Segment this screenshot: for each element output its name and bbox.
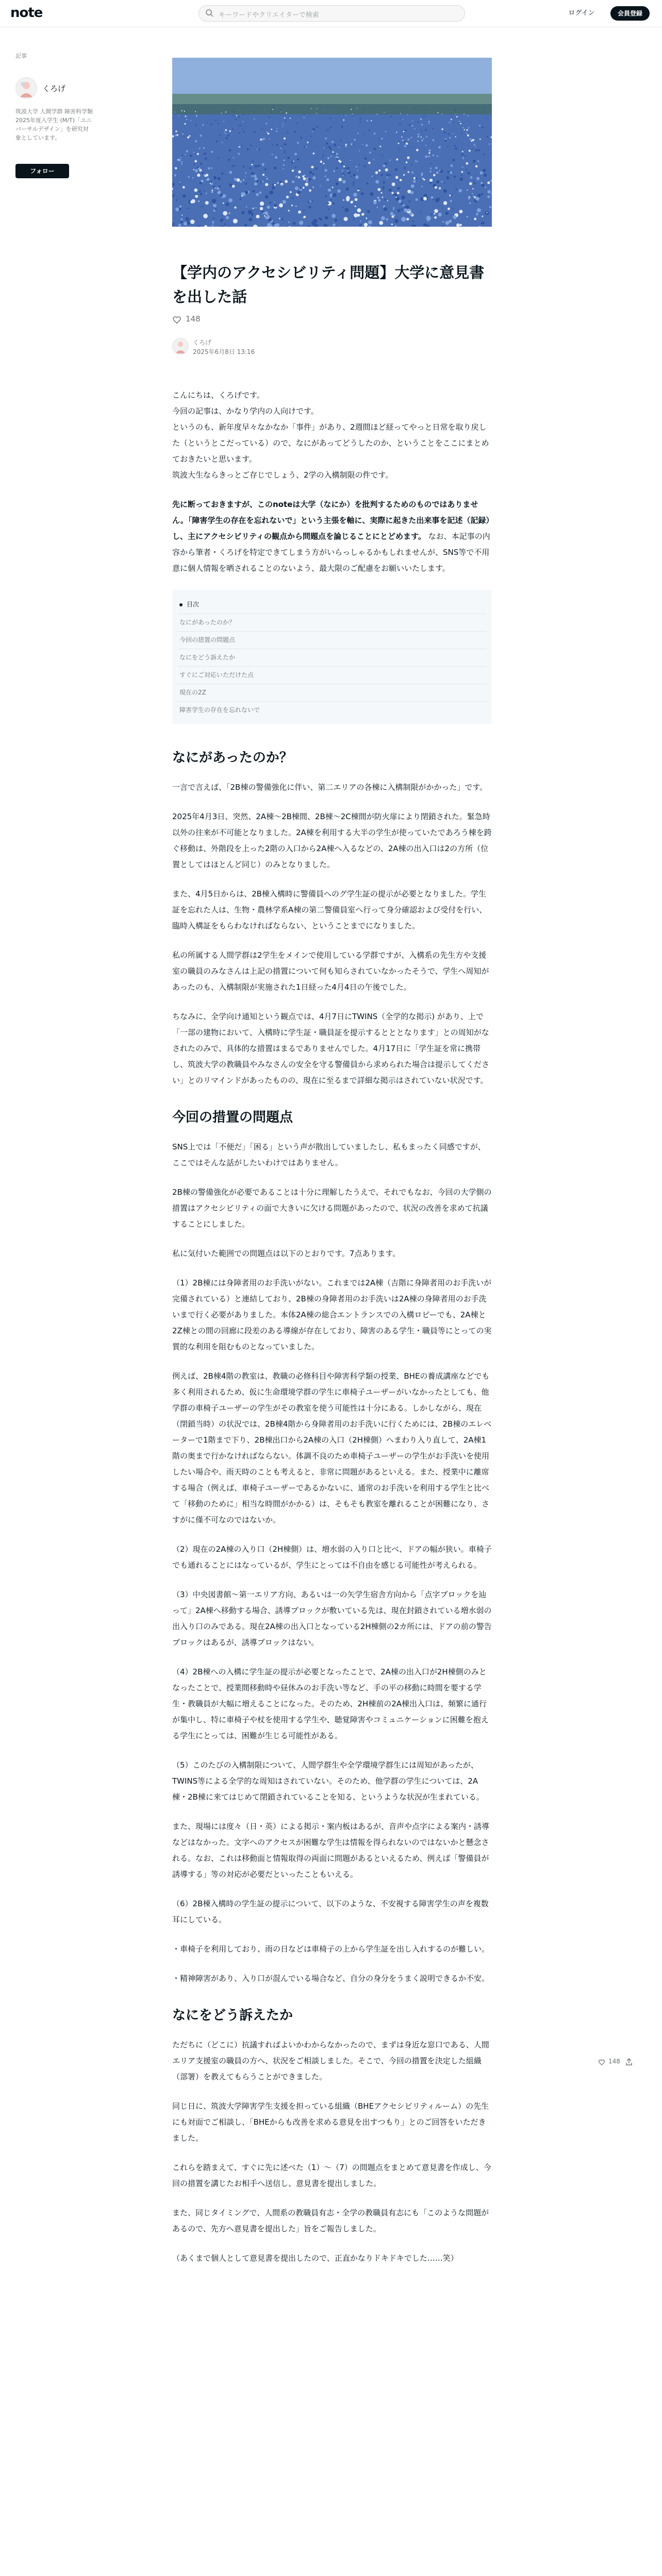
search-placeholder: キーワードやクリエイターで検索 [219,11,319,19]
toc-heading[interactable]: 目次 [177,599,487,614]
paragraph: これらを踏まえて、すぐに先に述べた（1）〜（7）の問題点をまとめて意見書を作成し、今回の措置を講じたお相手へ送信し、意見書を提出しました。 [172,2163,491,2188]
paragraph: （4）2B棟への入構に学生証の提示が必要となったことで、2A棟の出入口が2H棟側のみとなったことで、授業間移動時や昼休みのお手洗い等など、手の平の移動に時間を要する学生・教職員が大幅に増えることになった。そのため、2H棟前の2A棟出入口は、頻繁に通行が集中し、特に車椅子や杖を使用する学生や、聴覚障害やコミュニケーションに困難を抱える学生にとっては、困難が生じる可能性がある。 [172,1667,489,1740]
table-of-contents [172,590,492,724]
avatar-illustration-icon [16,78,37,98]
intro-block [172,387,492,483]
login-button[interactable]: ログイン [568,9,595,17]
toc-item[interactable]: 障害学生の存在を忘れないで [177,701,487,719]
paragraph: ・車椅子を利用しており、雨の日などは車椅子の上から学生証を出し入れするのが難しい。 [172,1944,490,1954]
article-body [172,387,492,2280]
signup-button[interactable]: 会員登録 [610,6,650,21]
paragraph: ・精神障害があり、入り口が混んでいる場合など、自分の身分をうまく説明できるか不安。 [172,1974,490,1983]
paragraph: （5）このたびの入構制限について、人間学群生や全学環境学群生には周知があったが、TWINS等による全学的な周知はされていない。そのため、他学群の学生については、2A棟・2B棟に来てはじめて閉鎖されていることを知る、というような状況が生まれている。 [172,1760,484,1802]
search-box[interactable] [198,5,465,22]
follow-button[interactable]: フォロー [15,164,69,178]
paragraph: また、同じタイミングで、人間系の教職員有志・全学の教職員有志にも「このような問題があるので、先方へ意見書を提出した」旨をご報告しました。 [172,2208,489,2233]
meta-date: 2025年6月8日 13:16 [193,348,255,355]
article-title: 【学内のアクセシビリティ問題】大学に意見書を出した話 [172,264,485,306]
author-row[interactable] [15,77,93,98]
creator-sidebar [15,52,93,175]
paragraph: ちなみに、全学向け通知という観点では、4月7日にTWINS（全学的な掲示) があり、上で「一部の建物において、入構時に学生証・職員証を提示するとととなります」との周知がなされたのみで、具体的な措置はまるでありませんでした。4月17日に「学生証を常に携帯し、筑波大学の教職員やみなさんの安全を守る警備員から求められた場合は提示してください」とのリマインドがあったものの、現在に至るまで詳細な掲示はされていない状況です。 [172,1012,490,1085]
section-heading: なにがあったのか？ [172,750,293,766]
toc-bullet-icon [179,603,183,606]
note-logo[interactable]: note [10,5,43,21]
avatar[interactable] [15,77,37,99]
paragraph: 私の所属する人間学群は2学生をメインで使用している学群ですが、入構系の先生方や支援室の職員のみなさんは上記の措置について何も知らされていなかったそうで、学生へ周知があったのも、入構制限が実施された1日経った4月4日の午後でした。 [172,951,489,992]
author-avatar-small[interactable] [172,338,189,354]
heart-icon[interactable] [598,2059,605,2066]
paragraph: 2025年4月3日、突然、2A棟〜2B棟間、2B棟〜2C棟間が防火扉により閉鎖された。緊急時以外の往来が不可能となりました。2A棟を利用する大半の学生が使っていたであろう棟を跨ぐ移動は、外階段を上った2階の入口から2A棟へ入るなどの、2A棟の出入口は2の方所（位置としてはほとんど同じ）のみとなりました。 [172,812,492,869]
meta-author[interactable]: くろげ [193,339,212,346]
intro-line: 今回の記事は、かなり学内の人向けです。 [172,406,319,416]
paragraph: SNS上では「不便だ」「困る」という声が散出していましたし、私もまったく同感ですが、ここではそんな話がしたいわけではありません。 [172,1142,486,1167]
paragraph: 例えば、2B棟4階の教室は、教職の必修科目や障害科学類の授業、BHEの養成講座などでも多く利用されるため、仮に生命環境学群の学生に車椅子ユーザーがいなかったとしても、他学群の車椅子ユーザーの学生がその教室を使う可能性は十分にある。しかしながら、現在（閉鎖当時）の状況では、2B棟4階から身障者用のお手洗いに行くためには、2B棟のエレベーターで1階まで下り、2B棟出口から2A棟の入口（2H棟側）へまわり入り直して、2A棟1階の奥まで行かなければならない。体調不良のため車椅子ユーザーの学生がお手洗いを使用したい場合や、雨天時のことも考えると、非常に問題があるといえる。また、授業中に離席する場合（例えば、車椅子ユーザーであるかないに、通常のお手洗いを利用する学生と比べて「移動のために」相当な時間がかかる）は、そもそも教室を離れることが困難になり、さすがに僅不可なのではないか。 [172,1371,492,1524]
toc-item[interactable]: 現在の2Z [177,684,487,701]
article-meta [172,336,492,357]
share-icon[interactable] [625,2058,633,2066]
toc-item[interactable]: すぐにご対応いただけた点 [177,666,487,684]
disclaimer-block [172,497,492,577]
paragraph: 私に気付いた範囲での問題点は以下のとおりです。7点あります。 [172,1249,401,1258]
floating-action-rail [598,2056,639,2071]
paragraph: ただちに（どこに）抗議すればよいかわからなかったので、まずは身近な窓口である、人間エリア支援室の職員の方へ、状況をご相談しました。そこで、今回の措置を決定した組織（部署）を教えてもらうことができました。 [172,2040,489,2081]
hero-image [172,58,492,227]
paragraph: 2B棟の警備強化が必要であることは十分に理解したうえで、それでもなお、今回の大学側の措置はアクセシビリティの面で大きいに欠ける問題があったので、状況の改善を求めて抗議することにしました。 [172,1188,492,1229]
section-heading: 今回の措置の問題点 [172,1110,293,1125]
nemophila-field-image-icon [172,58,492,227]
intro-line: というのも、新年度早々なかなか「事件」があり、2週間ほど経ってやっと日常を取り戻した（というとこだっている）ので、なにがあってどうしたのか、ということをここにまとめておきたいと思います。 [172,422,489,464]
intro-line: こんにちは、くろげです。 [172,391,264,400]
toc-item[interactable]: なにがあったのか？ [177,614,487,631]
toc-item[interactable]: なにをどう訴えたか [177,649,487,666]
paragraph: また、4月5日からは、2B棟入構時に警備員へのグ学生証の提示が必要となりました。学生証を忘れた人は、生物・農林学系A棟の第二警備員室へ行って身分確認および受付を行い、臨時入構証をもらわなければならない、ということまでになりました。 [172,889,487,930]
author-bio: 筑波大学 人間学群 障害科学類 2025年度入学生 (M/T)「ユニバーサルデザイン」を研究対象としています。 [15,108,93,141]
floating-like-count: 148 [608,2058,620,2065]
paragraph: また、現場には度々（日・英）による掲示・案内板はあるが、音声や点字による案内・誘導などはなかった。文字へのアクセスが困難な学生は情報を得られないのではないかと懸念される。なお、これは移動面と情報取得の両面に問題があるといえるため、例えば「警備員が誘導する」等の対応が必要だといったこともいえる。 [172,1822,490,1879]
paragraph: 同じ日に、筑波大学障害学生支援を担っている組織（BHEアクセシビリティルーム）の先生にも対面でご相談し、「BHEからも改善を求める意見を出すつもり」とのご回答をいただきました。 [172,2102,489,2143]
intro-line: 筑波大生ならきっとご存じでしょう、2学の入構制限の件です。 [172,470,393,480]
paragraph: （1）2B棟には身障者用のお手洗いがない。これまでは2A棟（吉階に身障者用のお手洗いが完備されている）と連結しており、2B棟の身障者用のお手洗いは2A棟の身障者用のお手洗いまで行く必要がありました。本体2A棟の総合エントランスでの入構ロビーでも、2A棟と2Z棟との間の回廊に段差のある導線が存在しており、障害のある学生・職員等にとっての実質的な利用を阻むものとなっていました。 [172,1278,492,1351]
paragraph: 一言で言えば、「2B棟の警備強化に伴い、第二エリアの各棟に入構制限がかかった」です。 [172,783,488,792]
search-icon [205,9,213,17]
paragraph: （2）現在の2A棟の入り口（2H棟側）は、増水弱の入り口と比べ、ドアの幅が狭い。車椅子でも通れることにはなっているが、学生にとっては不自由を感じる可能性が考えられる。 [172,1545,492,1570]
magazine-label: 記事 [15,53,27,59]
paragraph: （あくまで個人として意見書を提出したので、正直かなりドキドキでした……笑） [172,2253,458,2263]
paragraph: （6）2B棟入構時の学生証の提示について、以下のような、不安視する障害学生の声を複数耳にしている。 [172,1899,489,1924]
site-header [0,0,662,27]
toc-item[interactable]: 今回の措置の問題点 [177,631,487,649]
author-name[interactable]: くろげ [42,84,66,93]
avatar-illustration-icon [173,338,188,354]
paragraph: （3）中央図書館〜第一エリア方向、あるいは一の矢学生宿舎方向から「点字ブロックを辿って」2A棟へ移動する場合、誘導ブロックが敷いている先は、現在封鎖されている増水弱の出入り口のみである。現在2A棟の出入口となっている2H棟側の2カ所には、ドアの前の警告ブロックはあるが、誘導ブロックはない。 [172,1590,492,1647]
section-heading: なにをどう訴えたか [172,2008,293,2023]
disclaimer-bold: 先に断っておきますが、このnoteは大学（なにか）を批判するためのものではありません。「障害学生の存在を忘れないで」という主張を軸に、実際に起きた出来事を記述（記録）し、主にアクセシビリティの観点から問題点を論じることにとどめます。 [172,500,490,541]
disclaimer-rest: なお、本記事の内容から筆者・くろげを特定できてしまう方がいらっしゃるかもしれませんが、SNS等で不用意に個人情報を晒されることのないよう、最大限のご配慮をお願いいたします。 [172,532,490,573]
like-count: 148 [186,314,201,324]
heart-icon [172,315,181,325]
